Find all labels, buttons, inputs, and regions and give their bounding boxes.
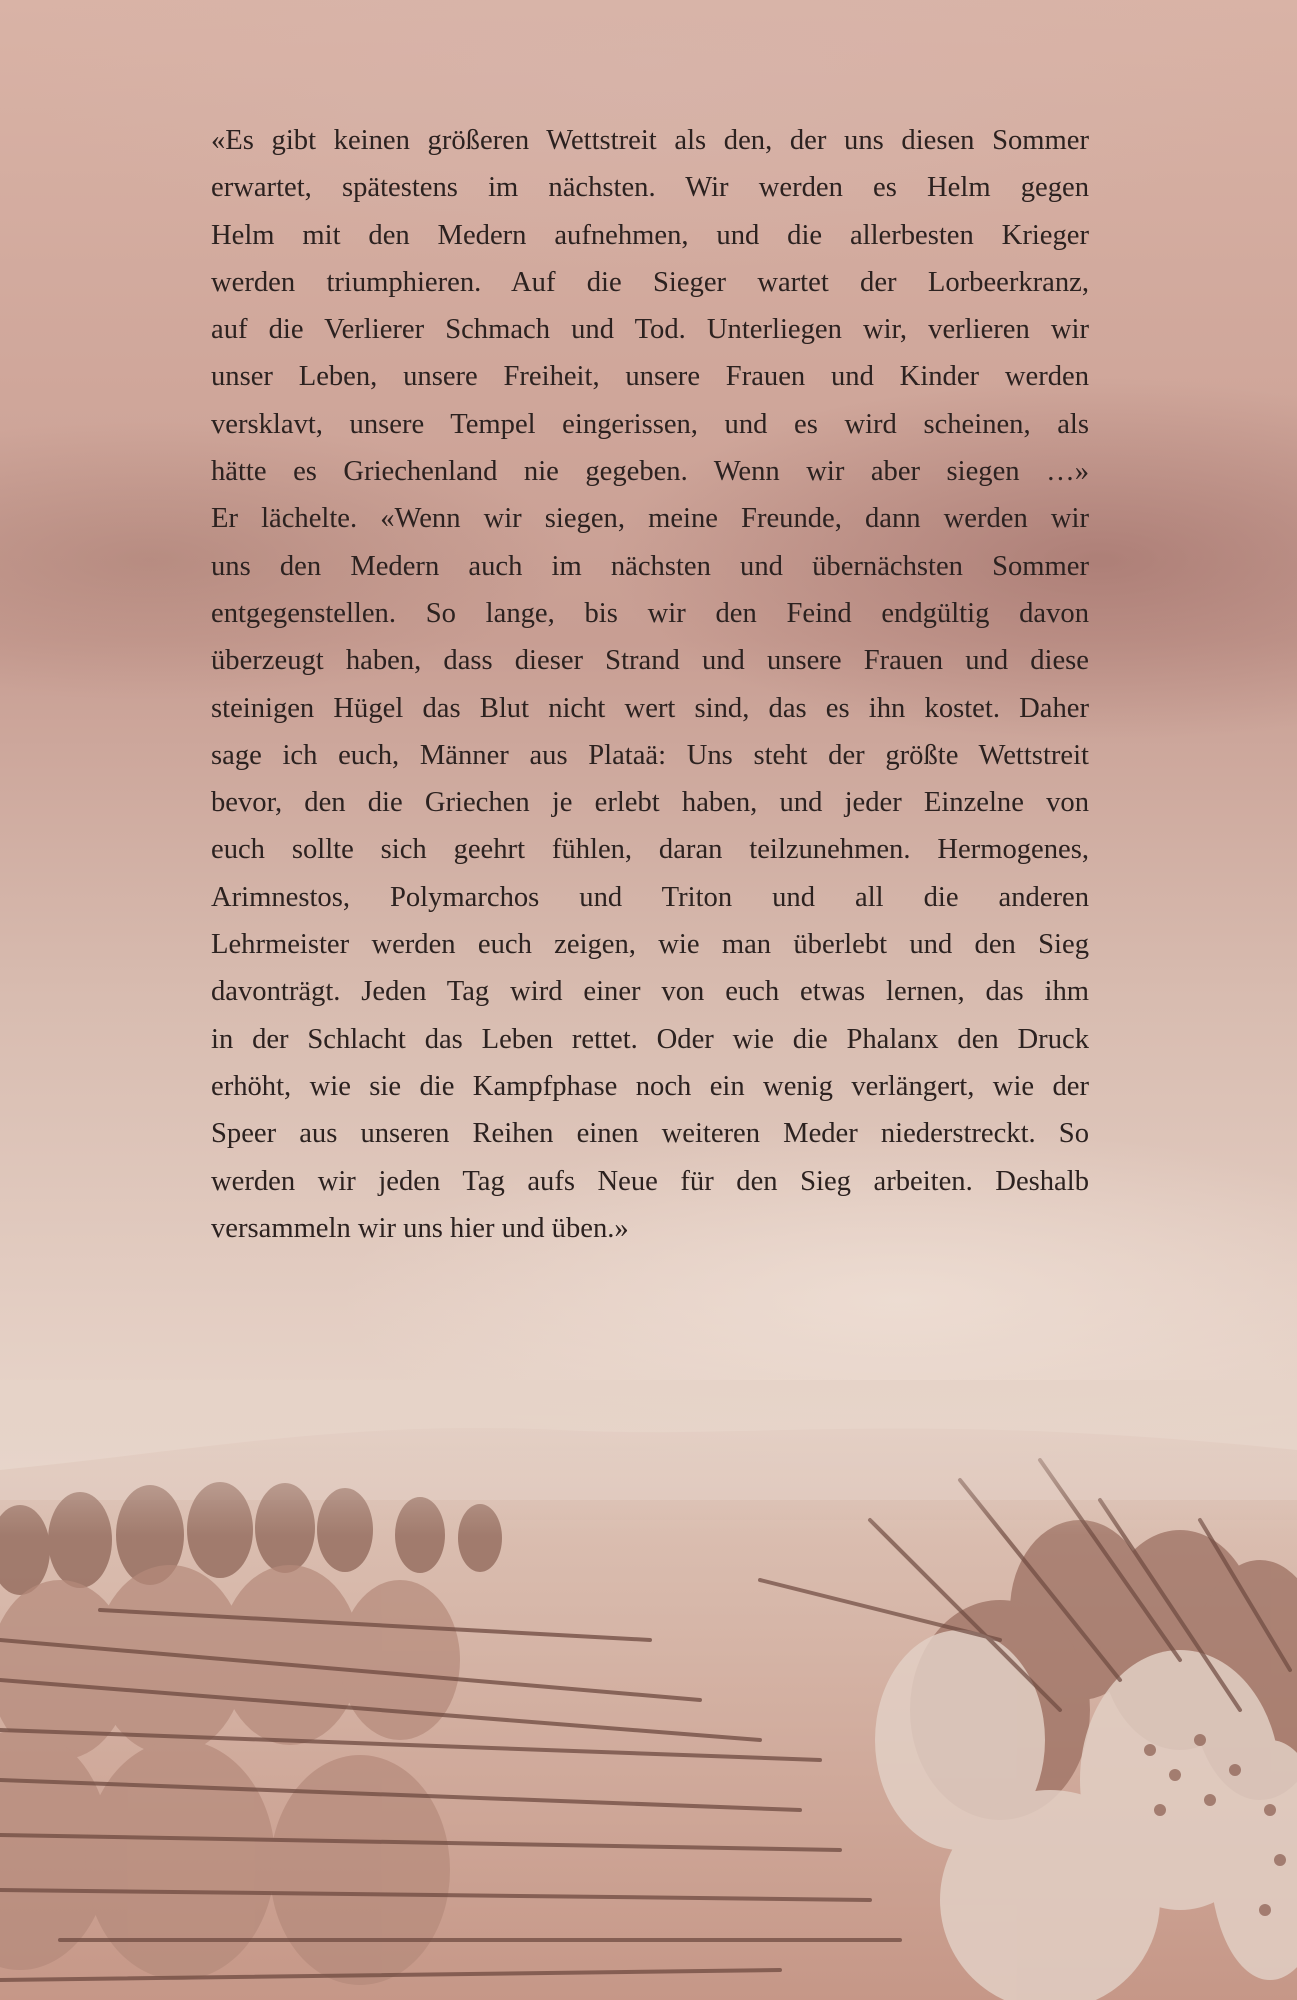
text-line: davonträgt. Jeden Tag wird einer von euch etwas lernen, das ihm: [211, 976, 1089, 1008]
text-line: unser Leben, unsere Freiheit, unsere Frauen und Kinder werden: [211, 361, 1089, 393]
text-line: entgegenstellen. So lange, bis wir den Feind endgültig davon: [211, 597, 1089, 629]
text-line: auf die Verlierer Schmach und Tod. Unterliegen wir, verlieren wir: [211, 314, 1089, 346]
text-line: werden triumphieren. Auf die Sieger wartet der Lorbeerkranz,: [211, 266, 1089, 298]
text-line: steinigen Hügel das Blut nicht wert sind, das es ihn kostet. Daher: [211, 692, 1089, 724]
text-line: Speer aus unseren Reihen einen weiteren Meder niederstreckt. So: [211, 1118, 1089, 1150]
text-line: uns den Medern auch im nächsten und übernächsten Sommer: [211, 550, 1089, 582]
text-line: hätte es Griechenland nie gegeben. Wenn wir aber siegen …»: [211, 456, 1089, 488]
text-line: versammeln wir uns hier und üben.»: [211, 1212, 629, 1244]
text-line: werden wir jeden Tag aufs Neue für den Sieg arbeiten. Deshalb: [211, 1165, 1089, 1197]
text-line: überzeugt haben, dass dieser Strand und unsere Frauen und diese: [211, 645, 1089, 677]
text-line: «Es gibt keinen größeren Wettstreit als den, der uns diesen Sommer: [211, 125, 1089, 156]
text-line: sage ich euch, Männer aus Plataä: Uns steht der größte Wettstreit: [211, 739, 1089, 771]
text-line: bevor, den die Griechen je erlebt haben, und jeder Einzelne von: [211, 787, 1089, 819]
body-paragraph: [211, 117, 1089, 1252]
text-line: erhöht, wie sie die Kampfphase noch ein wenig verlängert, wie der: [211, 1070, 1089, 1102]
text-line: in der Schlacht das Leben rettet. Oder wie die Phalanx den Druck: [211, 1023, 1089, 1055]
text-line: Lehrmeister werden euch zeigen, wie man überlebt und den Sieg: [211, 929, 1089, 961]
text-line: Helm mit den Medern aufnehmen, und die allerbesten Krieger: [211, 219, 1089, 251]
text-line: Er lächelte. «Wenn wir siegen, meine Freunde, dann werden wir: [211, 503, 1089, 535]
text-line: erwartet, spätestens im nächsten. Wir werden es Helm gegen: [211, 172, 1089, 204]
battle-scene-illustration: [0, 1380, 1297, 2000]
text-line: versklavt, unsere Tempel eingerissen, und es wird scheinen, als: [211, 408, 1089, 440]
text-line: euch sollte sich geehrt fühlen, daran teilzunehmen. Hermogenes,: [211, 834, 1089, 866]
text-line: Arimnestos, Polymarchos und Triton und all die anderen: [211, 881, 1089, 913]
